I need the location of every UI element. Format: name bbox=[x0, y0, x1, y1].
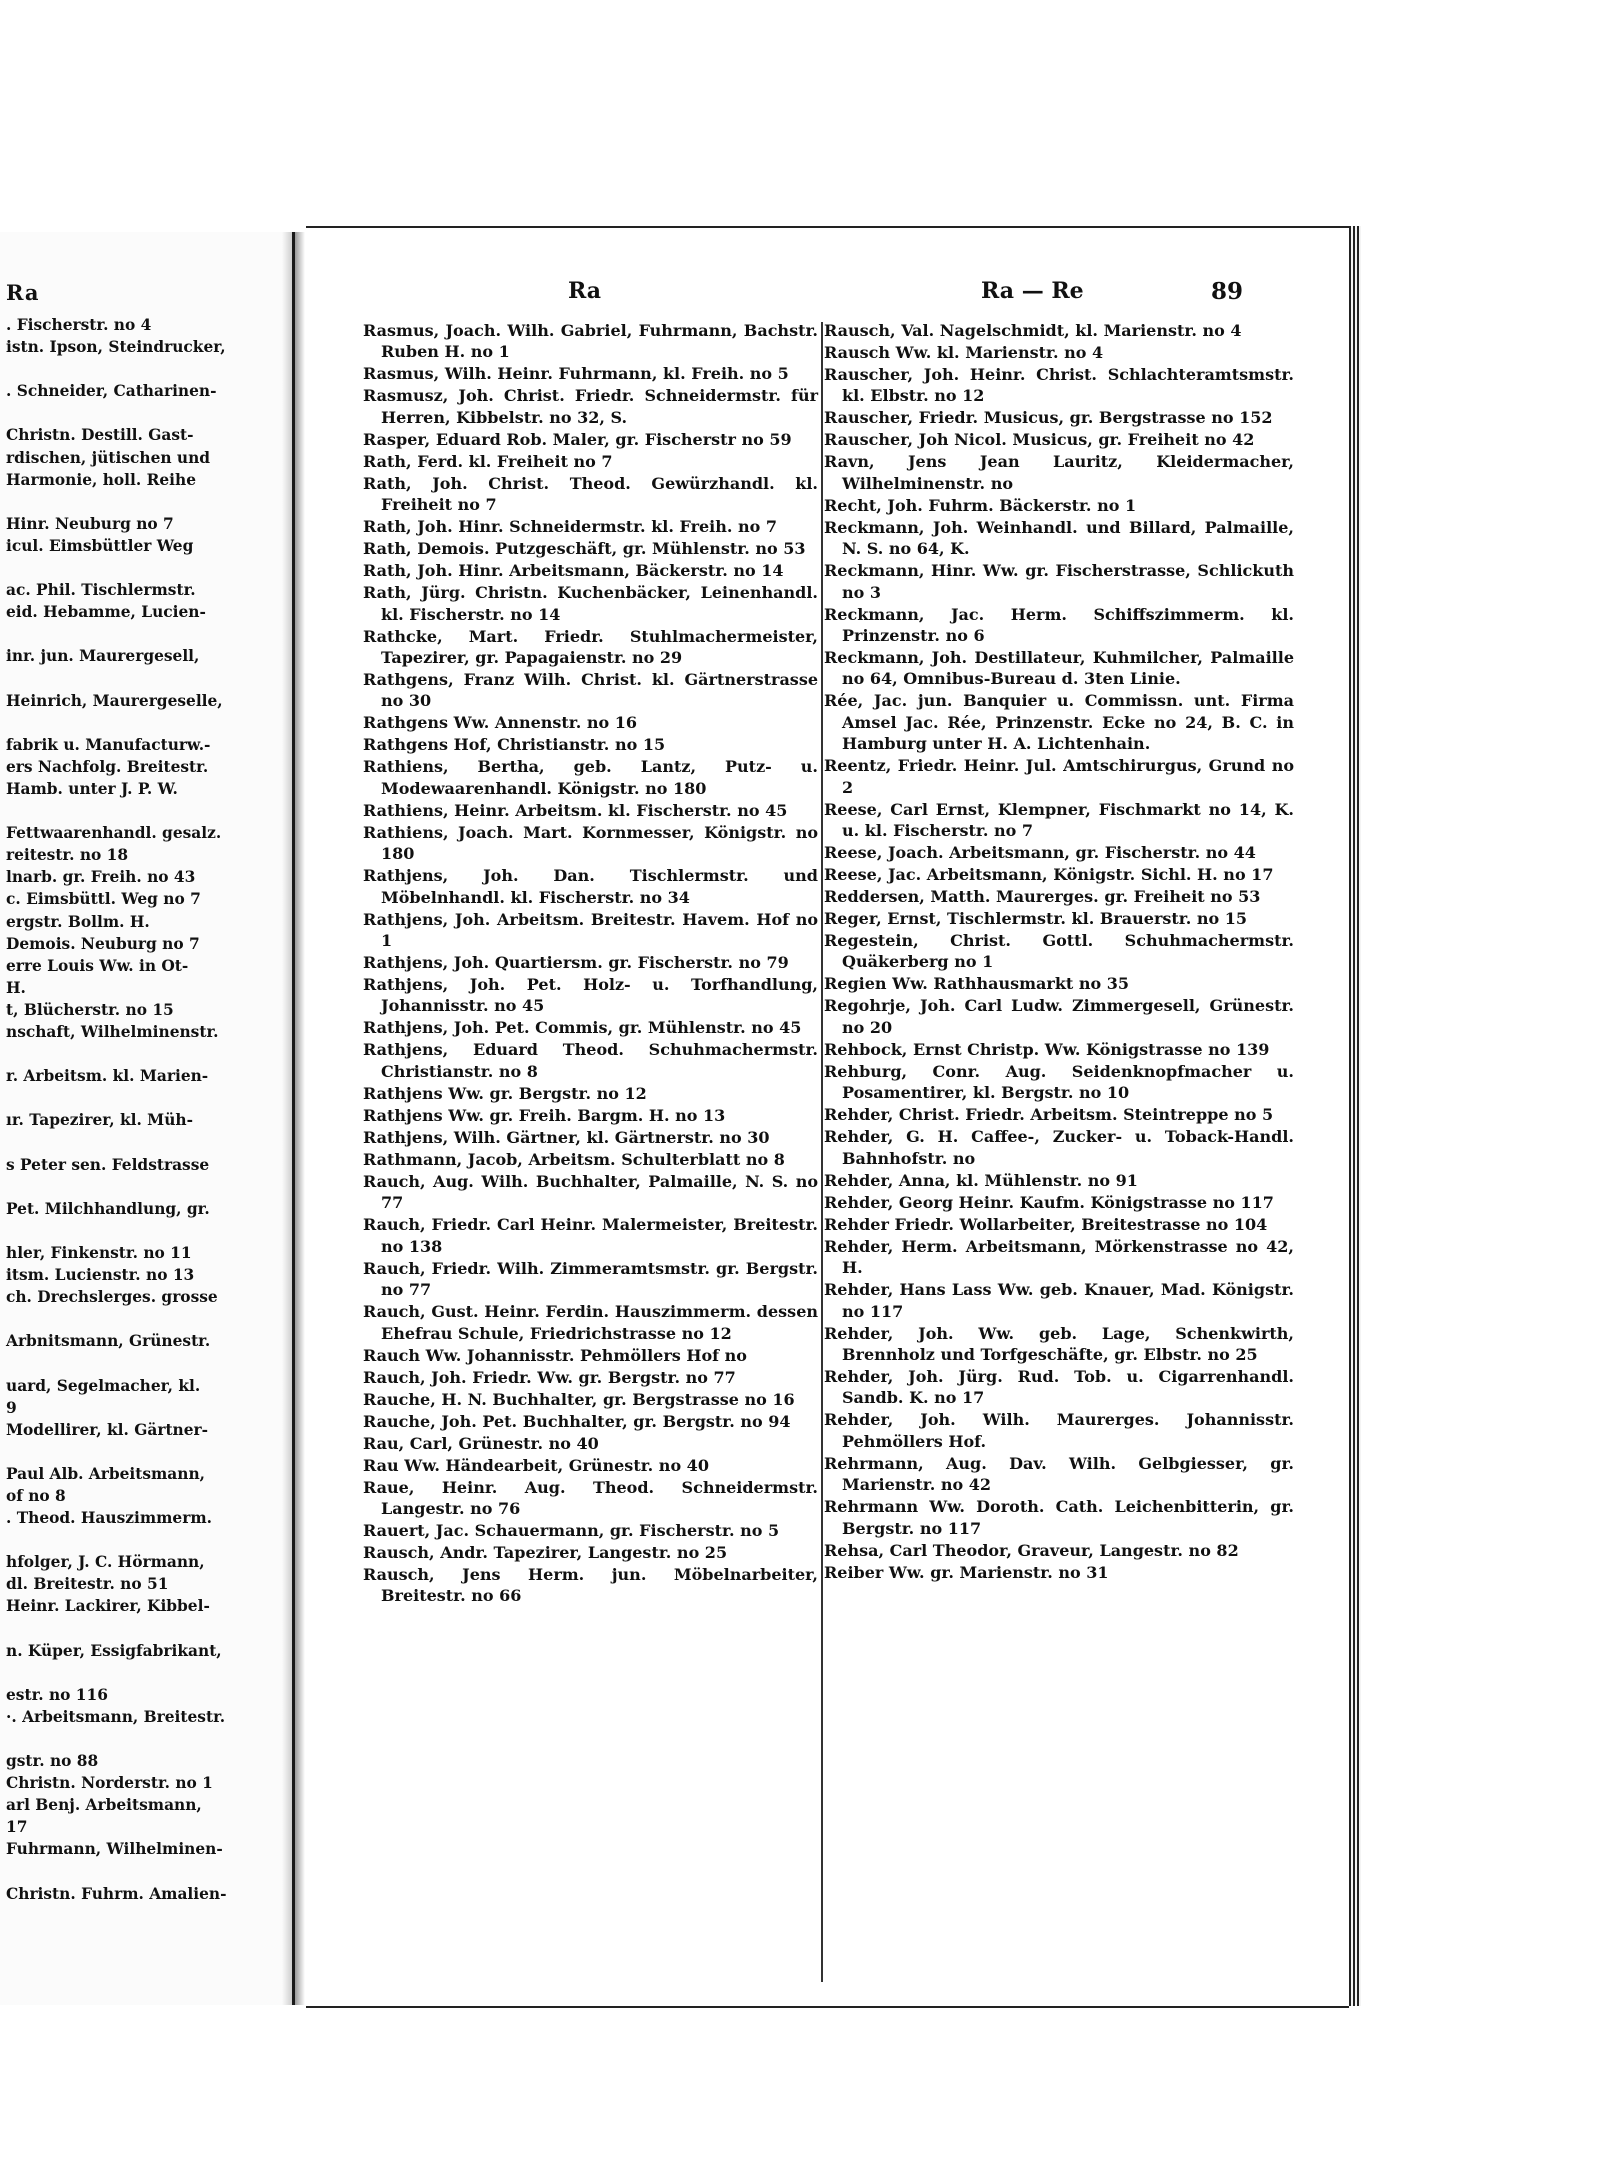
left-page-line: Harmonie, holl. Reihe bbox=[6, 470, 196, 489]
left-page-line bbox=[6, 1441, 286, 1463]
directory-entry: Rehder, Christ. Friedr. Arbeitsm. Steintreppe no 5 bbox=[824, 1105, 1274, 1125]
directory-entry: Rauch, Friedr. Carl Heinr. Malermeister, Breitestr. no 138 bbox=[363, 1215, 818, 1256]
left-page-line: r. Arbeitsm. kl. Marien- bbox=[6, 1067, 209, 1086]
left-page-line bbox=[6, 1308, 286, 1330]
left-page-line: reitestr. no 18 bbox=[6, 846, 129, 865]
left-page-line bbox=[6, 1220, 286, 1242]
directory-entry: Rathcke, Mart. Friedr. Stuhlmachermeister, Tapezirer, gr. Papagaienstr. no 29 bbox=[363, 626, 818, 668]
left-page-line bbox=[6, 557, 286, 579]
directory-entry: Rehbock, Ernst Christp. Ww. Königstrasse no 139 bbox=[824, 1039, 1270, 1059]
left-page-line bbox=[6, 402, 286, 424]
left-page-line bbox=[6, 1043, 286, 1065]
directory-entry: Rauch, Gust. Heinr. Ferdin. Hauszimmerm. dessen Ehefrau Schule, Friedrichstrasse no 12 bbox=[363, 1302, 818, 1343]
directory-entry: Rauche, Joh. Pet. Buchhalter, gr. Bergstr. no 94 bbox=[363, 1411, 791, 1431]
left-page-line: inr. jun. Maurergesell, bbox=[6, 647, 200, 666]
directory-entry: Reiber Ww. gr. Marienstr. no 31 bbox=[824, 1562, 1109, 1582]
left-page-line: c. Eimsbüttl. Weg no 7 bbox=[6, 890, 201, 909]
left-page-line: dl. Breitestr. no 51 bbox=[6, 1575, 169, 1594]
left-page-line: Modellirer, kl. Gärtner- bbox=[6, 1420, 209, 1439]
left-page-line: Heinrich, Maurergeselle, bbox=[6, 691, 223, 710]
left-page-line: n. Küper, Essigfabrikant, bbox=[6, 1641, 222, 1660]
directory-entry: Rathjens Ww. gr. Bergstr. no 12 bbox=[363, 1083, 647, 1103]
directory-entry: Rathgens Hof, Christianstr. no 15 bbox=[363, 735, 666, 755]
directory-entry: Rehder, Herm. Arbeitsmann, Mörkenstrasse no 42, H. bbox=[824, 1236, 1294, 1278]
left-page-line bbox=[6, 1131, 286, 1153]
left-page-line: uard, Segelmacher, kl. bbox=[6, 1376, 201, 1395]
left-page-line: itsm. Lucienstr. no 13 bbox=[6, 1266, 195, 1285]
directory-entry: Reckmann, Jac. Herm. Schiffszimmerm. kl. Prinzenstr. no 6 bbox=[824, 604, 1294, 646]
directory-entry: Rathiens, Heinr. Arbeitsm. kl. Fischerstr. no 45 bbox=[363, 800, 788, 820]
left-page-line: icul. Eimsbüttler Weg bbox=[6, 536, 194, 555]
right-page-header-center: Ra — Re bbox=[981, 278, 1084, 304]
left-page-line bbox=[6, 668, 286, 690]
left-page-line: istn. Ipson, Steindrucker, bbox=[6, 338, 226, 357]
directory-entry: Rathiens, Joach. Mart. Kornmesser, Königstr. no 180 bbox=[363, 822, 818, 864]
directory-entry: Rau, Carl, Grünestr. no 40 bbox=[363, 1433, 599, 1453]
directory-entry: Reckmann, Joh. Destillateur, Kuhmilcher, Palmaille no 64, Omnibus-Bureau d. 3ten Linie. bbox=[824, 648, 1294, 689]
left-page-line bbox=[6, 1176, 286, 1198]
left-page-line: lnarb. gr. Freih. no 43 bbox=[6, 868, 196, 887]
left-page-line: Fuhrmann, Wilhelminen- bbox=[6, 1840, 223, 1859]
directory-entry: Rausch Ww. kl. Marienstr. no 4 bbox=[824, 343, 1104, 362]
left-page-line: ergstr. Bollm. H. bbox=[6, 912, 150, 931]
left-page-line: . Schneider, Catharinen- bbox=[6, 382, 217, 401]
directory-entry: Rauscher, Joh Nicol. Musicus, gr. Freiheit no 42 bbox=[824, 430, 1255, 450]
left-page-line: Christn. Destill. Gast- bbox=[6, 426, 194, 445]
left-page-line: ır. Tapezirer, kl. Müh- bbox=[6, 1111, 193, 1130]
left-page-line: Christn. Fuhrm. Amalien- bbox=[6, 1884, 227, 1903]
left-page-line bbox=[6, 623, 286, 645]
directory-entry: Rehder, Hans Lass Ww. geb. Knauer, Mad. Königstr. no 117 bbox=[824, 1280, 1294, 1321]
right-page-header-left: Ra bbox=[568, 278, 602, 304]
directory-entry: Reese, Jac. Arbeitsmann, Königstr. Sichl. H. no 17 bbox=[824, 865, 1274, 885]
directory-entry: Rauch Ww. Johannisstr. Pehmöllers Hof no bbox=[363, 1345, 747, 1365]
left-page-line: ·. Arbeitsmann, Breitestr. bbox=[6, 1707, 226, 1726]
directory-entry: Reckmann, Joh. Weinhandl. und Billard, Palmaille, N. S. no 64, K. bbox=[824, 517, 1294, 559]
left-page-line bbox=[6, 1087, 286, 1109]
left-page-header: Ra bbox=[6, 280, 40, 305]
page-number: 89 bbox=[1211, 278, 1244, 305]
left-page-line bbox=[6, 1529, 286, 1551]
directory-entry: Rath, Ferd. kl. Freiheit no 7 bbox=[363, 451, 613, 471]
directory-entry: Rathjens, Joh. Pet. Commis, gr. Mühlenstr. no 45 bbox=[363, 1018, 802, 1038]
directory-entry: Recht, Joh. Fuhrm. Bäckerstr. no 1 bbox=[824, 495, 1137, 515]
left-page-line: hfolger, J. C. Hörmann, bbox=[6, 1553, 205, 1572]
directory-entry: Rathjens Ww. gr. Freih. Bargm. H. no 13 bbox=[363, 1105, 726, 1125]
directory-entry: Rathmann, Jacob, Arbeitsm. Schulterblatt no 8 bbox=[363, 1149, 785, 1169]
directory-entry: Rehsa, Carl Theodor, Graveur, Langestr. no 82 bbox=[824, 1540, 1239, 1560]
book-gutter bbox=[295, 232, 305, 2005]
left-page-line: s Peter sen. Feldstrasse bbox=[6, 1155, 210, 1174]
directory-entry: Rath, Joh. Hinr. Arbeitsmann, Bäckerstr. no 14 bbox=[363, 561, 784, 581]
left-page-line bbox=[6, 1618, 286, 1640]
directory-entry: Rauche, H. N. Buchhalter, gr. Bergstrasse no 16 bbox=[363, 1389, 795, 1409]
column-divider bbox=[821, 322, 823, 1982]
directory-entry: Ravn, Jens Jean Lauritz, Kleidermacher, Wilhelminenstr. no bbox=[824, 452, 1294, 493]
directory-entry: Rauch, Joh. Friedr. Ww. gr. Bergstr. no 77 bbox=[363, 1367, 736, 1387]
left-page-line: H. bbox=[6, 978, 26, 997]
directory-entry: Rathjens, Joh. Quartiersm. gr. Fischerstr. no 79 bbox=[363, 953, 789, 973]
directory-entry: Rathjens, Joh. Pet. Holz- u. Torfhandlung, Johannisstr. no 45 bbox=[363, 975, 818, 1016]
directory-entry: Rehder, Joh. Jürg. Rud. Tob. u. Cigarrenhandl. Sandb. K. no 17 bbox=[824, 1366, 1294, 1408]
left-page-line: Demois. Neuburg no 7 bbox=[6, 934, 200, 953]
directory-entry: Regestein, Christ. Gottl. Schuhmachermstr. Quäkerberg no 1 bbox=[824, 931, 1294, 972]
directory-entry: Rathjens, Joh. Arbeitsm. Breitestr. Havem. Hof no 1 bbox=[363, 909, 818, 951]
directory-entry: Rasmus, Joach. Wilh. Gabriel, Fuhrmann, Bachstr. Ruben H. no 1 bbox=[363, 321, 818, 362]
left-page-line: 9 bbox=[6, 1398, 17, 1417]
directory-entry: Reese, Carl Ernst, Klempner, Fischmarkt no 14, K. u. kl. Fischerstr. no 7 bbox=[824, 799, 1294, 841]
left-page-lines bbox=[6, 314, 286, 1905]
left-page-line bbox=[6, 800, 286, 822]
directory-entry: Reger, Ernst, Tischlermstr. kl. Brauerstr. no 15 bbox=[824, 909, 1248, 929]
left-page-line: ch. Drechslerges. grosse bbox=[6, 1288, 218, 1307]
directory-entry: Rasper, Eduard Rob. Maler, gr. Fischerstr no 59 bbox=[363, 429, 792, 449]
left-page-line: Hinr. Neuburg no 7 bbox=[6, 514, 174, 533]
left-page-line bbox=[6, 1728, 286, 1750]
directory-entry: Rathgens, Franz Wilh. Christ. kl. Gärtnerstrasse no 30 bbox=[363, 670, 818, 711]
directory-entry: Rehder, Joh. Ww. geb. Lage, Schenkwirth, Brennholz und Torfgeschäfte, gr. Elbstr. no 25 bbox=[824, 1323, 1294, 1364]
left-page-line: ac. Phil. Tischlermstr. bbox=[6, 581, 196, 600]
left-page-line: Christn. Norderstr. no 1 bbox=[6, 1774, 213, 1793]
directory-entry: Rathjens, Eduard Theod. Schuhmachermstr. Christianstr. no 8 bbox=[363, 1040, 818, 1081]
left-page-line: arl Benj. Arbeitsmann, bbox=[6, 1796, 202, 1815]
directory-entry: Rath, Demois. Putzgeschäft, gr. Mühlenstr. no 53 bbox=[363, 539, 806, 559]
directory-column-right bbox=[824, 320, 1294, 1584]
left-page-line: Pet. Milchhandlung, gr. bbox=[6, 1199, 210, 1218]
left-page-line: of no 8 bbox=[6, 1486, 66, 1505]
left-page-line: rdischen, jütischen und bbox=[6, 448, 211, 467]
left-page-line: Paul Alb. Arbeitsmann, bbox=[6, 1464, 206, 1483]
left-page-line: erre Louis Ww. in Ot- bbox=[6, 956, 189, 975]
directory-column-left bbox=[363, 320, 818, 1607]
directory-entry: Rehder, Joh. Wilh. Maurerges. Johannisstr. Pehmöllers Hof. bbox=[824, 1410, 1294, 1451]
left-page-line: 17 bbox=[6, 1818, 28, 1837]
left-page-line: Hamb. unter J. P. W. bbox=[6, 779, 178, 798]
left-page-line: . Fischerstr. no 4 bbox=[6, 316, 152, 334]
directory-entry: Rauch, Aug. Wilh. Buchhalter, Palmaille, N. S. no 77 bbox=[363, 1171, 818, 1213]
directory-entry: Rauch, Friedr. Wilh. Zimmeramtsmstr. gr. Bergstr. no 77 bbox=[363, 1258, 818, 1300]
directory-entry: Regohrje, Joh. Carl Ludw. Zimmergesell, Grünestr. no 20 bbox=[824, 996, 1294, 1037]
directory-entry: Rauscher, Friedr. Musicus, gr. Bergstrasse no 152 bbox=[824, 408, 1273, 428]
directory-entry: Regien Ww. Rathhausmarkt no 35 bbox=[824, 974, 1130, 994]
directory-entry: Rehder Friedr. Wollarbeiter, Breitestrasse no 104 bbox=[824, 1214, 1268, 1234]
left-page-line: nschaft, Wilhelminenstr. bbox=[6, 1023, 219, 1041]
left-page-line: Fettwaarenhandl. gesalz. bbox=[6, 824, 222, 843]
left-page-line: Heinr. Lackirer, Kibbel- bbox=[6, 1597, 210, 1616]
left-page bbox=[0, 232, 295, 2005]
left-page-line: Arbnitsmann, Grünestr. bbox=[6, 1332, 211, 1351]
directory-entry: Rausch, Val. Nagelschmidt, kl. Marienstr. no 4 bbox=[824, 321, 1242, 340]
directory-entry: Rath, Joh. Hinr. Schneidermstr. kl. Freih. no 7 bbox=[363, 517, 778, 537]
left-page-line bbox=[6, 1352, 286, 1374]
left-page-line: fabrik u. Manufacturw.- bbox=[6, 735, 211, 754]
directory-entry: Rehburg, Conr. Aug. Seidenknopfmacher u. Posamentirer, kl. Bergstr. no 10 bbox=[824, 1061, 1294, 1103]
left-page-line: gstr. no 88 bbox=[6, 1752, 99, 1771]
left-page-line bbox=[6, 1861, 286, 1883]
directory-entry: Rehder, Georg Heinr. Kaufm. Königstrasse no 117 bbox=[824, 1192, 1274, 1212]
directory-entry: Rau Ww. Händearbeit, Grünestr. no 40 bbox=[363, 1455, 709, 1475]
directory-entry: Rehder, G. H. Caffee-, Zucker- u. Toback-Handl. Bahnhofstr. no bbox=[824, 1127, 1294, 1168]
directory-entry: Rath, Joh. Christ. Theod. Gewürzhandl. kl. Freiheit no 7 bbox=[363, 473, 818, 515]
directory-entry: Rathjens, Joh. Dan. Tischlermstr. und Möbelnhandl. kl. Fischerstr. no 34 bbox=[363, 866, 818, 907]
directory-entry: Reckmann, Hinr. Ww. gr. Fischerstrasse, Schlickuth no 3 bbox=[824, 561, 1294, 602]
directory-entry: Rathgens Ww. Annenstr. no 16 bbox=[363, 713, 638, 733]
directory-entry: Raue, Heinr. Aug. Theod. Schneidermstr. Langestr. no 76 bbox=[363, 1477, 818, 1518]
right-page bbox=[306, 226, 1349, 2008]
left-page-line bbox=[6, 712, 286, 734]
directory-entry: Rausch, Jens Herm. jun. Möbelnarbeiter, Breitestr. no 66 bbox=[363, 1564, 818, 1606]
directory-entry: Rée, Jac. jun. Banquier u. Commissn. unt. Firma Amsel Jac. Rée, Prinzenstr. Ecke no 24, B. C. in Hamburg unter H. A. Lichtenhain. bbox=[824, 691, 1294, 754]
directory-entry: Rasmus, Wilh. Heinr. Fuhrmann, kl. Freih. no 5 bbox=[363, 364, 789, 384]
left-page-line: ers Nachfolg. Breitestr. bbox=[6, 757, 209, 776]
left-page-line bbox=[6, 491, 286, 513]
left-page-line: . Theod. Hauszimmerm. bbox=[6, 1509, 212, 1528]
directory-entry: Reese, Joach. Arbeitsmann, gr. Fischerstr. no 44 bbox=[824, 843, 1256, 863]
left-page-line: eid. Hebamme, Lucien- bbox=[6, 603, 206, 622]
left-page-line bbox=[6, 1662, 286, 1684]
directory-entry: Rauert, Jac. Schauermann, gr. Fischerstr. no 5 bbox=[363, 1520, 780, 1540]
directory-entry: Reddersen, Matth. Maurerges. gr. Freiheit no 53 bbox=[824, 887, 1261, 907]
directory-entry: Rath, Jürg. Christn. Kuchenbäcker, Leinenhandl. kl. Fischerstr. no 14 bbox=[363, 583, 818, 624]
directory-entry: Reentz, Friedr. Heinr. Jul. Amtschirurgus, Grund no 2 bbox=[824, 756, 1294, 797]
page-edge-stack bbox=[1349, 226, 1361, 2006]
directory-entry: Rehder, Anna, kl. Mühlenstr. no 91 bbox=[824, 1170, 1138, 1190]
left-page-line: estr. no 116 bbox=[6, 1685, 108, 1704]
left-page-line bbox=[6, 358, 286, 380]
directory-entry: Rauscher, Joh. Heinr. Christ. Schlachteramtsmstr. kl. Elbstr. no 12 bbox=[824, 365, 1294, 406]
left-page-line: t, Blücherstr. no 15 bbox=[6, 1000, 174, 1019]
left-page-line: hler, Finkenstr. no 11 bbox=[6, 1243, 192, 1262]
directory-entry: Rausch, Andr. Tapezirer, Langestr. no 25 bbox=[363, 1542, 728, 1562]
directory-entry: Rathjens, Wilh. Gärtner, kl. Gärtnerstr. no 30 bbox=[363, 1127, 770, 1147]
directory-entry: Rasmusz, Joh. Christ. Friedr. Schneidermstr. für Herren, Kibbelstr. no 32, S. bbox=[363, 386, 818, 427]
directory-entry: Rathiens, Bertha, geb. Lantz, Putz- u. Modewaarenhandl. Königstr. no 180 bbox=[363, 757, 818, 798]
directory-entry: Rehrmann, Aug. Dav. Wilh. Gelbgiesser, gr. Marienstr. no 42 bbox=[824, 1453, 1294, 1495]
directory-entry: Rehrmann Ww. Doroth. Cath. Leichenbitterin, gr. Bergstr. no 117 bbox=[824, 1497, 1294, 1538]
